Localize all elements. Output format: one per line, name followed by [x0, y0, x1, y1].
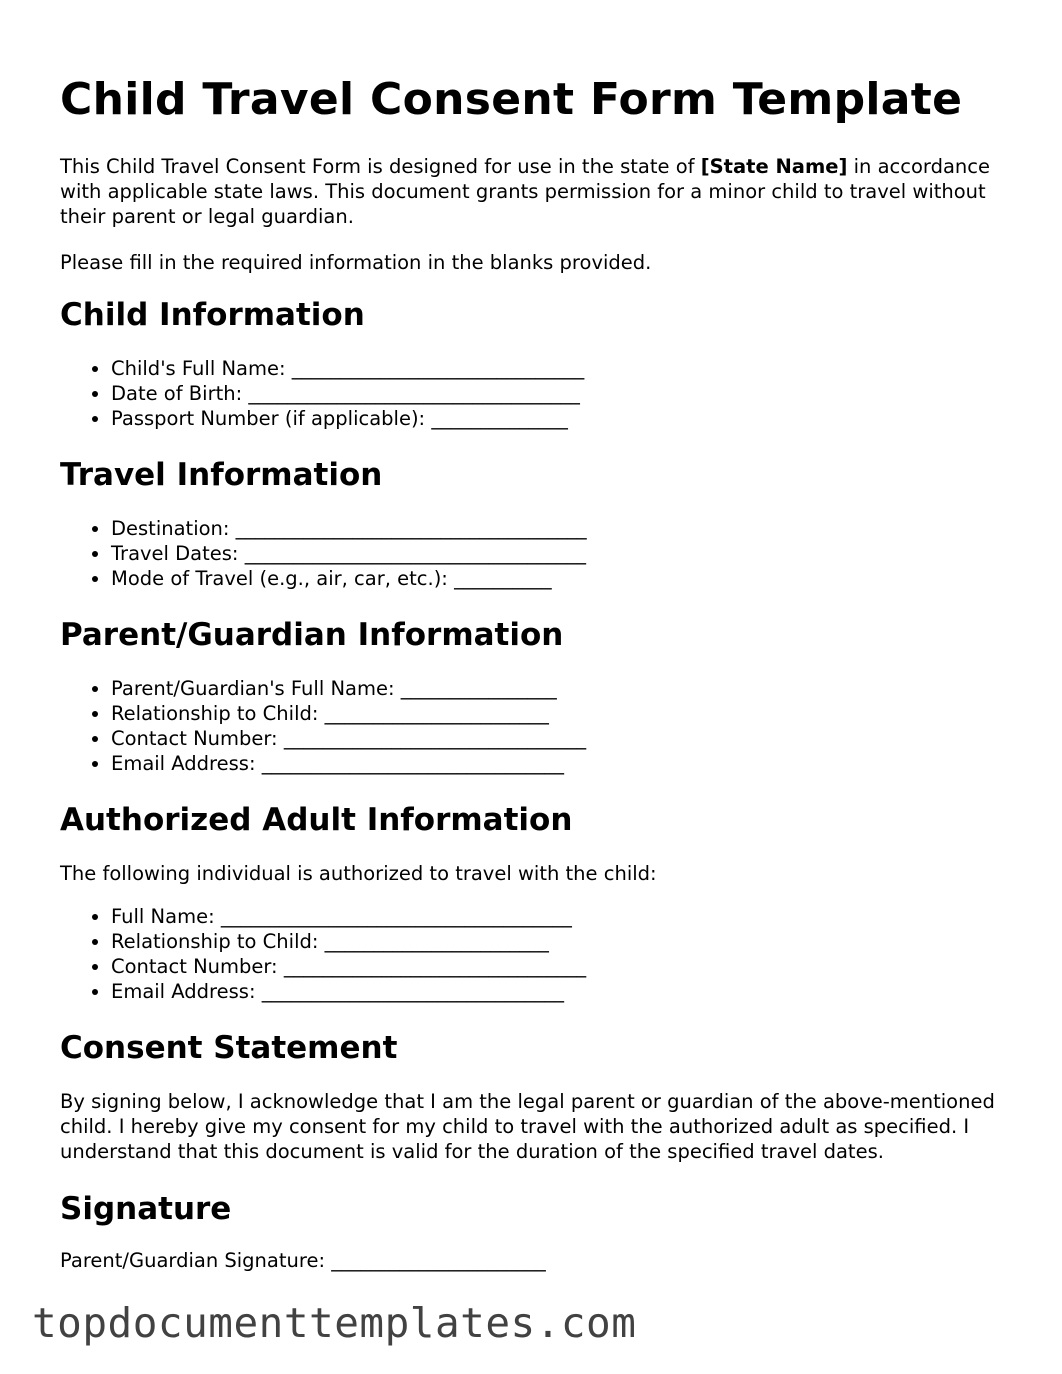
destination-field[interactable]: • Destination: ____________________________________ — [111, 516, 1010, 541]
parent-email-address-field[interactable]: • Email Address: _______________________________ — [111, 751, 1010, 776]
parent-guardian-information-heading: Parent/Guardian Information — [60, 617, 564, 653]
parent-guardian-information-list — [60, 676, 1010, 776]
consent-statement-text: By signing below, I acknowledge that I am the legal parent or guardian of the above-mentioned child. I hereby give my consent for my child to travel with the authorized adult as specified. I understand that this document is valid for the duration of the specified travel dates. — [60, 1090, 995, 1163]
adult-full-name-field[interactable]: • Full Name: ____________________________________ — [111, 904, 1010, 929]
parent-full-name-field[interactable]: • Parent/Guardian's Full Name: ________________ — [111, 676, 1010, 701]
travel-information-list — [60, 516, 1010, 591]
child-full-name-field[interactable]: • Child's Full Name: ______________________________ — [111, 356, 1010, 381]
mode-of-travel-field[interactable]: • Mode of Travel (e.g., air, car, etc.): __________ — [111, 566, 1010, 591]
adult-contact-number-field[interactable]: • Contact Number: _______________________________ — [111, 954, 1010, 979]
intro-text-end: in accordance with applicable state laws. This document grants permission for a minor child to travel without their parent or legal guardian. — [60, 155, 991, 228]
child-information-list — [60, 356, 1010, 431]
child-information-heading: Child Information — [60, 297, 365, 333]
intro-text-start: This Child Travel Consent Form is designed for use in the state of — [60, 155, 701, 178]
consent-statement-heading: Consent Statement — [60, 1030, 398, 1066]
child-passport-number-field[interactable]: • Passport Number (if applicable): ______________ — [111, 406, 1010, 431]
travel-dates-field[interactable]: • Travel Dates: ___________________________________ — [111, 541, 1010, 566]
authorized-adult-information-heading: Authorized Adult Information — [60, 802, 573, 838]
document-page — [60, 72, 1010, 1273]
page-title: Child Travel Consent Form Template — [60, 74, 963, 125]
authorized-adult-intro: The following individual is authorized to travel with the child: — [60, 862, 657, 885]
travel-information-heading: Travel Information — [60, 457, 383, 493]
child-date-of-birth-field[interactable]: • Date of Birth: __________________________________ — [111, 381, 1010, 406]
signature-heading: Signature — [60, 1191, 232, 1227]
watermark-text: topdocumenttemplates.com — [32, 1299, 637, 1347]
parent-relationship-field[interactable]: • Relationship to Child: _______________________ — [111, 701, 1010, 726]
instruction-paragraph: Please fill in the required information in the blanks provided. — [60, 251, 652, 274]
intro-paragraph — [60, 154, 1010, 229]
adult-email-address-field[interactable]: • Email Address: _______________________________ — [111, 979, 1010, 1004]
parent-contact-number-field[interactable]: • Contact Number: _______________________________ — [111, 726, 1010, 751]
authorized-adult-information-list — [60, 904, 1010, 1004]
parent-guardian-signature-field[interactable]: Parent/Guardian Signature: ______________________ — [60, 1249, 546, 1272]
adult-relationship-field[interactable]: • Relationship to Child: _______________________ — [111, 929, 1010, 954]
state-name-placeholder: [State Name] — [700, 155, 848, 178]
